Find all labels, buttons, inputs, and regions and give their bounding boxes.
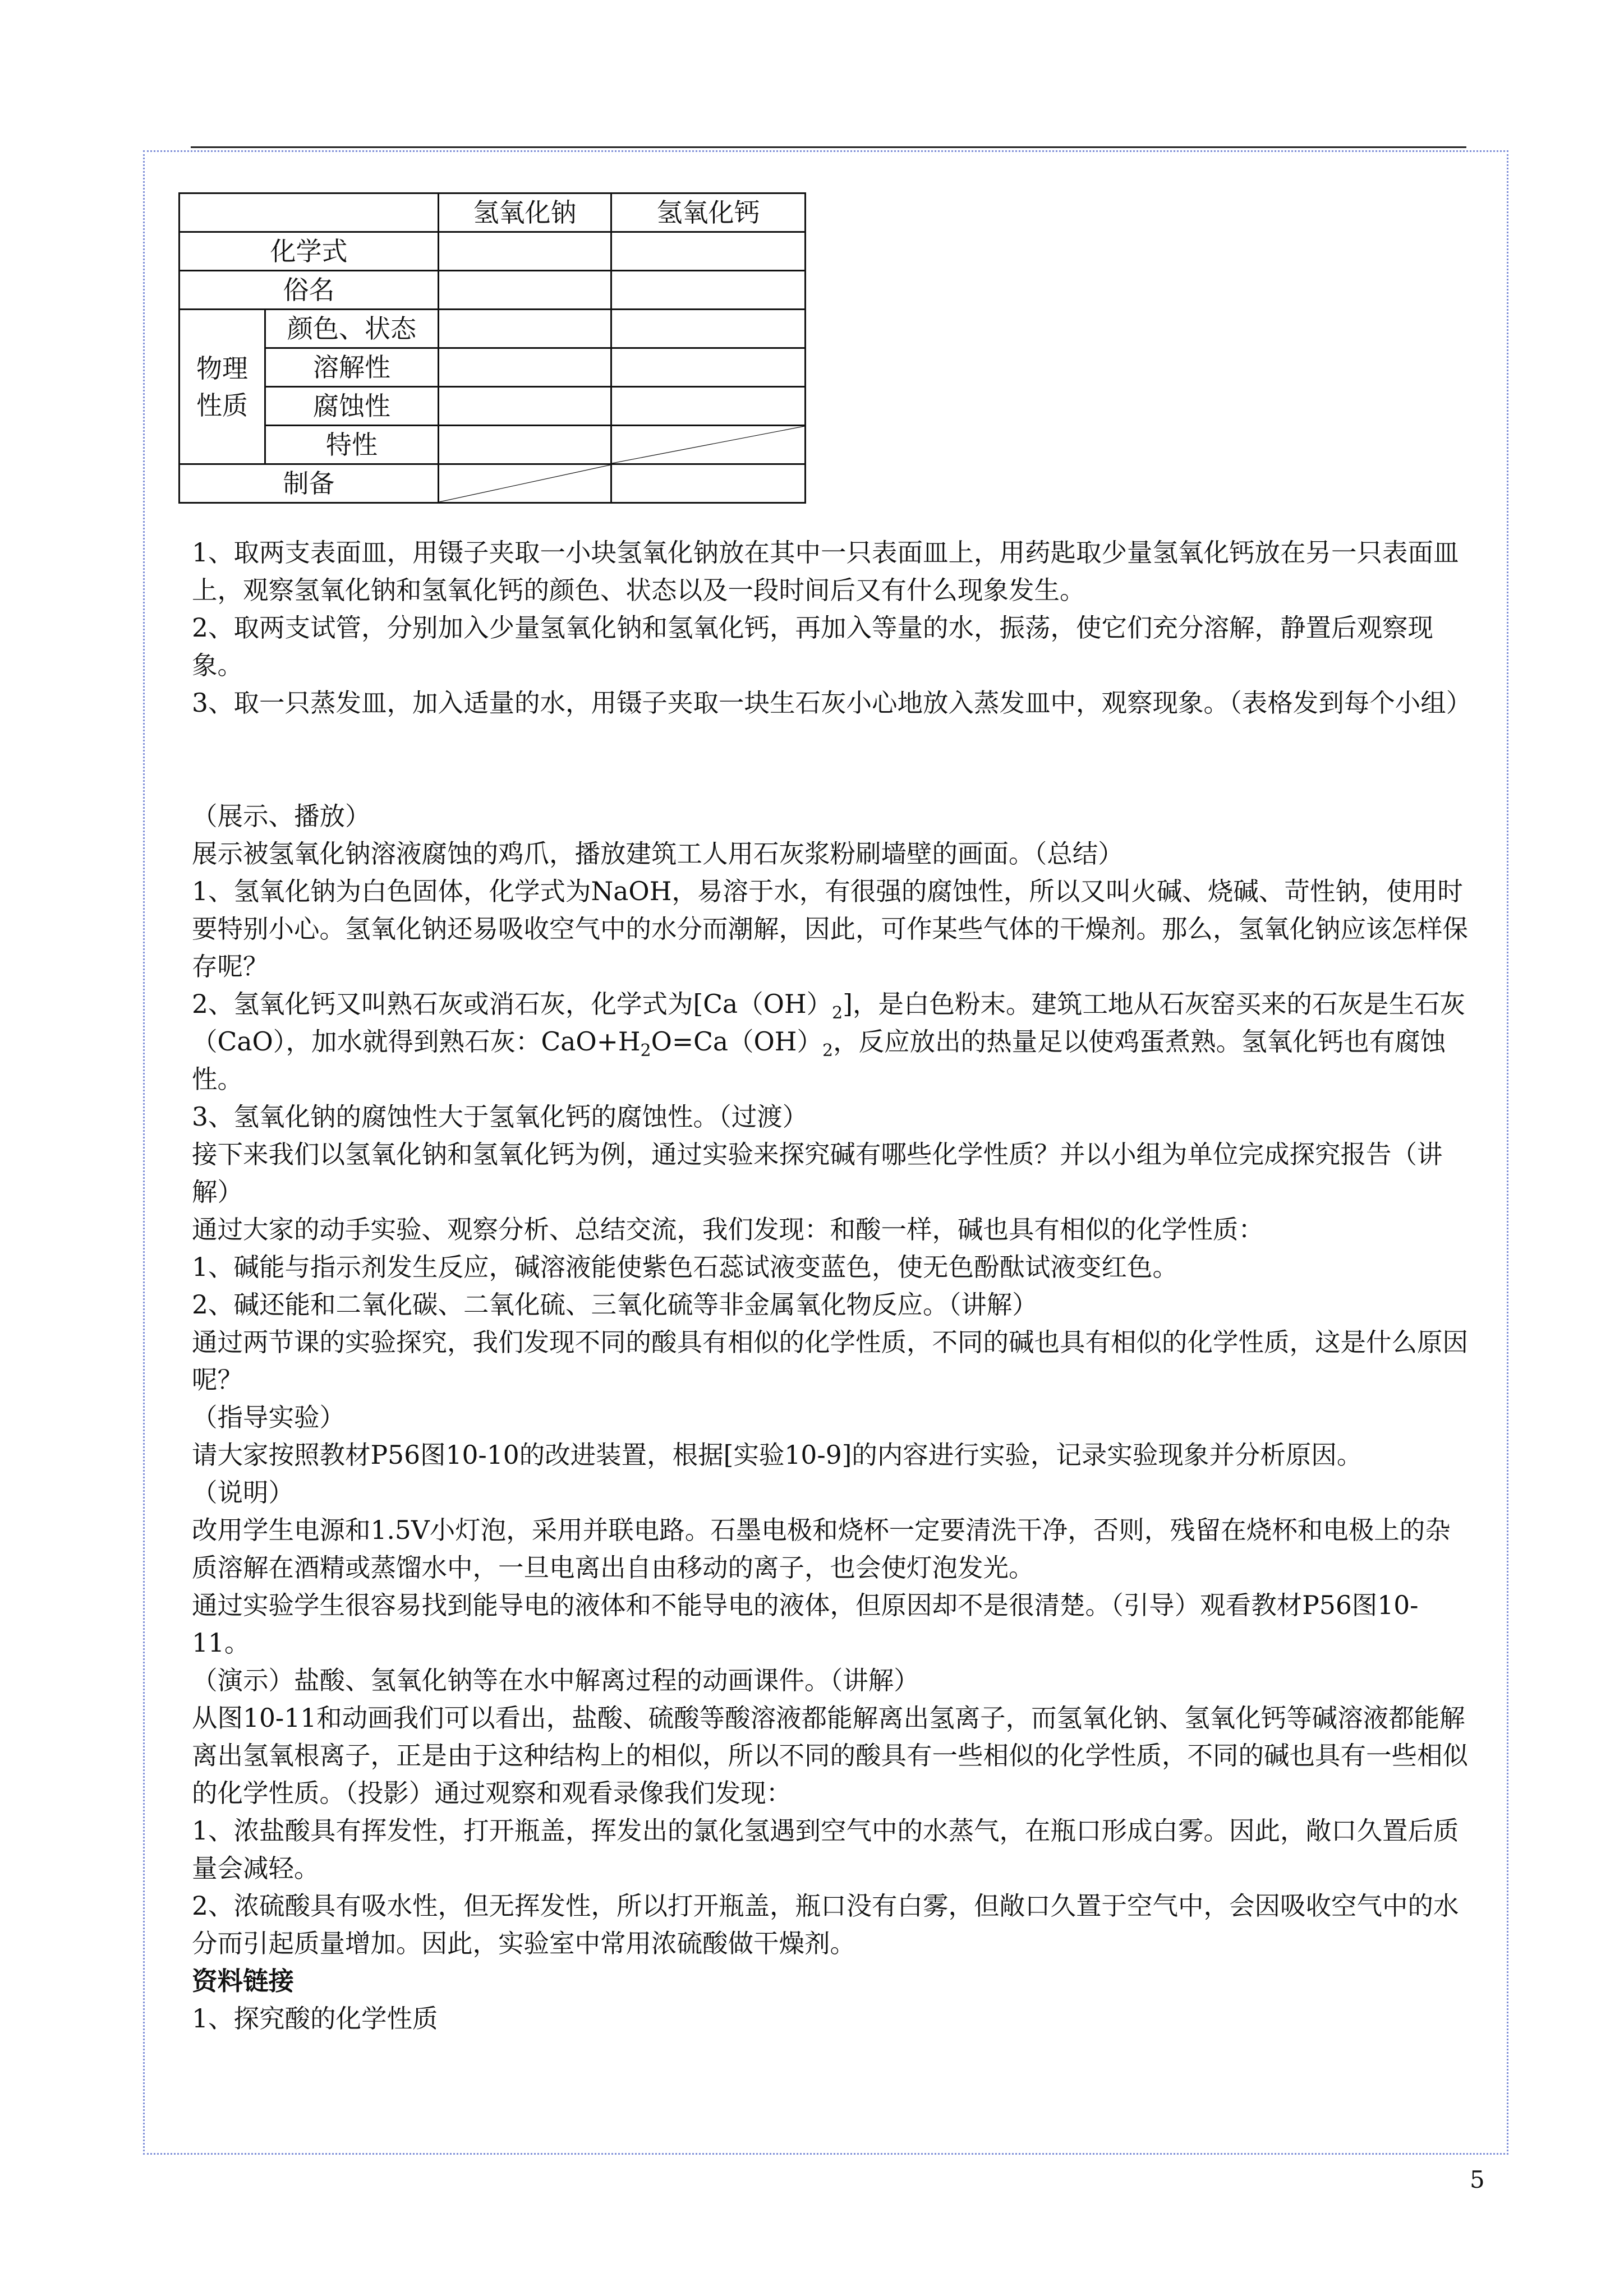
paragraph: 通过大家的动手实验、观察分析、总结交流，我们发现：和酸一样，碱也具有相似的化学性质： bbox=[192, 1215, 1264, 1244]
text-run: 2、氢氧化钙又叫熟石灰或消石灰，化学式为[Ca（OH） bbox=[192, 989, 832, 1019]
spacer bbox=[192, 722, 1471, 797]
paragraph: 3、取一只蒸发皿，加入适量的水，用镊子夹取一块生石灰小心地放入蒸发皿中，观察现象。（表格发到每个小组） bbox=[192, 688, 1472, 718]
table-cell bbox=[611, 232, 806, 271]
table-cell bbox=[611, 387, 806, 426]
paragraph: 1、碱能与指示剂发生反应，碱溶液能使紫色石蕊试液变蓝色，使无色酚酞试液变红色。 bbox=[192, 1252, 1178, 1282]
table-cell bbox=[439, 232, 611, 271]
table-cell bbox=[439, 387, 611, 426]
table-cell bbox=[611, 310, 806, 348]
paragraph: 1、浓盐酸具有挥发性，打开瓶盖，挥发出的氯化氢遇到空气中的水蒸气，在瓶口形成白雾。因此，敞口久置后质量会减轻。 bbox=[192, 1816, 1459, 1883]
row-label-formula: 化学式 bbox=[180, 232, 439, 271]
heading-text: 资料链接 bbox=[192, 1966, 295, 1996]
table-row bbox=[180, 232, 806, 271]
paragraph: 2、取两支试管，分别加入少量氢氧化钠和氢氧化钙，再加入等量的水，振荡，使它们充分溶解，静置后观察现象。 bbox=[192, 613, 1433, 680]
paragraph: （展示、播放） bbox=[192, 801, 371, 831]
table-row bbox=[180, 464, 806, 503]
paragraph: 3、氢氧化钠的腐蚀性大于氢氧化钙的腐蚀性。（过渡） bbox=[192, 1102, 808, 1132]
table-corner-cell bbox=[180, 193, 439, 232]
body-text bbox=[192, 534, 1471, 2037]
paragraph: 2、浓硫酸具有吸水性，但无挥发性，所以打开瓶盖，瓶口没有白雾，但敞口久置于空气中，会因吸收空气中的水分而引起质量增加。因此，实验室中常用浓硫酸做干燥剂。 bbox=[192, 1891, 1459, 1958]
table-cell bbox=[611, 348, 806, 387]
table-header-row bbox=[180, 193, 806, 232]
table-cell bbox=[439, 426, 611, 464]
subscript: 2 bbox=[822, 1041, 834, 1061]
table-cell bbox=[439, 348, 611, 387]
paragraph bbox=[192, 985, 1471, 1098]
table-cell bbox=[611, 464, 806, 503]
header-rule bbox=[191, 146, 1466, 148]
paragraph: 通过实验学生很容易找到能导电的液体和不能导电的液体，但原因却不是很清楚。（引导）观看教材P56图10-11。 bbox=[192, 1590, 1419, 1658]
group-label-line1: 物理 bbox=[196, 353, 248, 384]
table-row bbox=[180, 348, 806, 387]
section-heading bbox=[192, 1962, 1471, 2000]
table-row bbox=[180, 271, 806, 310]
page-number: 5 bbox=[1470, 2166, 1485, 2193]
paragraph: 1、取两支表面皿，用镊子夹取一小块氢氧化钠放在其中一只表面皿上，用药匙取少量氢氧化钙放在另一只表面皿上，观察氢氧化钠和氢氧化钙的颜色、状态以及一段时间后又有什么现象发生。 bbox=[192, 538, 1459, 605]
table-cell bbox=[439, 310, 611, 348]
paragraph: 从图10-11和动画我们可以看出，盐酸、硫酸等酸溶液都能解离出氢离子，而氢氧化钠、氢氧化钙等碱溶液都能解离出氢氧根离子，正是由于这种结构上的相似，所以不同的酸具有一些相似的化学性质，不同的碱也具有一些相似的化学性质。（投影）通过观察和观看录像我们发现： bbox=[192, 1703, 1469, 1808]
paragraph: 1、氢氧化钠为白色固体，化学式为NaOH，易溶于水，有很强的腐蚀性，所以又叫火碱、烧碱、苛性钠，使用时要特别小心。氢氧化钠还易吸收空气中的水分而潮解，因此，可作某些气体的干燥剂。那么，氢氧化钠应该怎样保存呢？ bbox=[192, 877, 1469, 981]
group-label-line2: 性质 bbox=[196, 390, 248, 421]
diagonal-line bbox=[439, 465, 610, 502]
row-label-corrosiveness: 腐蚀性 bbox=[265, 387, 439, 426]
table-cell bbox=[611, 271, 806, 310]
paragraph: 通过两节课的实验探究，我们发现不同的酸具有相似的化学性质，不同的碱也具有相似的化学性质，这是什么原因呢？ bbox=[192, 1327, 1469, 1395]
table-row bbox=[180, 387, 806, 426]
paragraph: 改用学生电源和1.5V小灯泡，采用并联电路。石墨电极和烧杯一定要清洗干净，否则，残留在烧杯和电极上的杂质溶解在酒精或蒸馏水中，一旦电离出自由移动的离子，也会使灯泡发光。 bbox=[192, 1515, 1451, 1583]
group-label-physical bbox=[180, 310, 265, 464]
diagonal-line bbox=[612, 426, 804, 463]
row-label-preparation: 制备 bbox=[180, 464, 439, 503]
table-row bbox=[180, 426, 806, 464]
subscript: 2 bbox=[640, 1041, 651, 1061]
properties-table bbox=[178, 192, 806, 504]
table-row bbox=[180, 310, 806, 348]
paragraph: 接下来我们以氢氧化钠和氢氧化钙为例，通过实验来探究碱有哪些化学性质？并以小组为单位完成探究报告（讲解） bbox=[192, 1140, 1443, 1207]
paragraph: （指导实验） bbox=[192, 1403, 346, 1432]
row-label-common-name: 俗名 bbox=[180, 271, 439, 310]
subscript: 2 bbox=[832, 1003, 843, 1023]
row-label-color-state: 颜色、状态 bbox=[265, 310, 439, 348]
header-naoh: 氢氧化钠 bbox=[439, 193, 611, 232]
text-run: ，反应放出的热量足以使鸡蛋煮熟。氢氧化钙也有腐蚀性。 bbox=[192, 1027, 1446, 1094]
text-run: ]，是白色粉末。建筑工地从石灰窑买来的石灰是生石灰（CaO），加水就得到熟石灰：CaO+H bbox=[192, 989, 1465, 1057]
paragraph: 1、探究酸的化学性质 bbox=[192, 2004, 438, 2034]
text-run: O=Ca（OH） bbox=[651, 1027, 822, 1057]
table-cell bbox=[439, 271, 611, 310]
diagonal-cell bbox=[439, 464, 611, 503]
diagonal-cell bbox=[611, 426, 806, 464]
paragraph: 请大家按照教材P56图10-10的改进装置，根据[实验10-9]的内容进行实验，记录实验现象并分析原因。 bbox=[192, 1440, 1363, 1470]
paragraph: 2、碱还能和二氧化碳、二氧化硫、三氧化硫等非金属氧化物反应。（讲解） bbox=[192, 1290, 1038, 1320]
paragraph: （说明） bbox=[192, 1478, 295, 1507]
header-caoh2: 氢氧化钙 bbox=[611, 193, 806, 232]
row-label-solubility: 溶解性 bbox=[265, 348, 439, 387]
paragraph: （演示）盐酸、氢氧化钠等在水中解离过程的动画课件。（讲解） bbox=[192, 1666, 919, 1695]
paragraph: 展示被氢氧化钠溶液腐蚀的鸡爪，播放建筑工人用石灰浆粉刷墙壁的画面。（总结） bbox=[192, 839, 1124, 869]
row-label-property: 特性 bbox=[265, 426, 439, 464]
